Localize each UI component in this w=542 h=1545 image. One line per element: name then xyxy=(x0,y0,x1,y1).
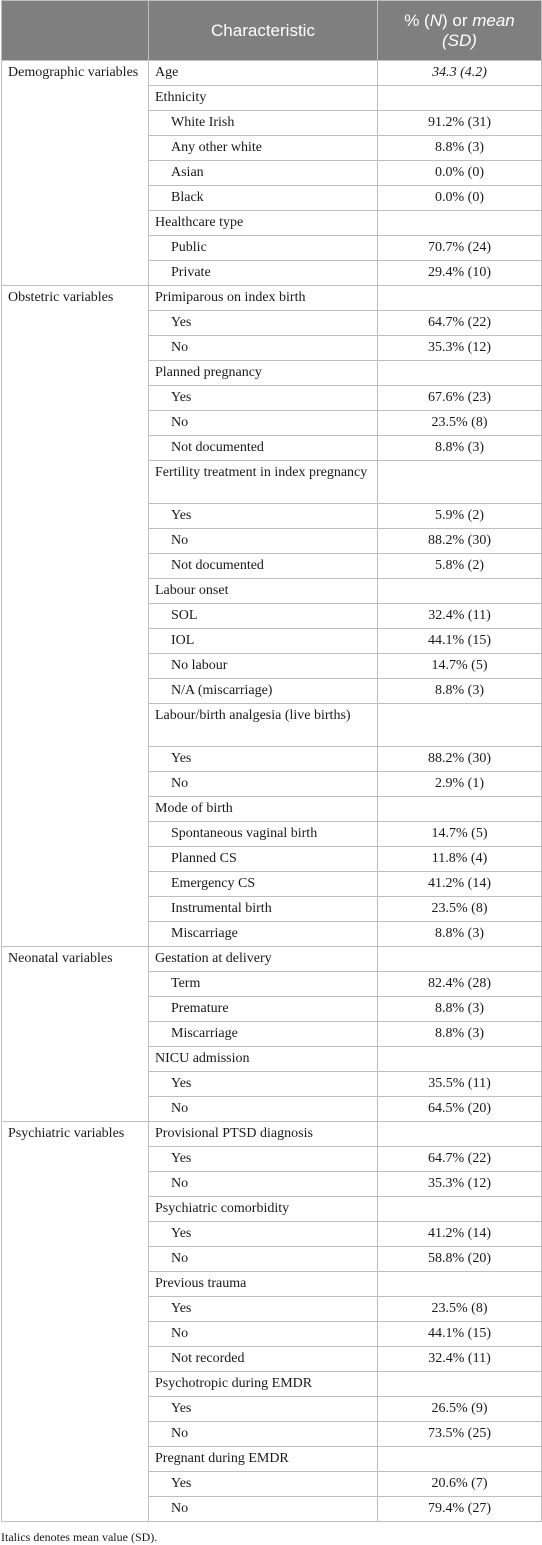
row-label: Gestation at delivery xyxy=(149,947,378,972)
row-value: 5.9% (2) xyxy=(378,504,542,529)
row-value: 23.5% (8) xyxy=(378,1297,542,1322)
row-label: Primiparous on index birth xyxy=(149,286,378,311)
header-value: % (N) or mean (SD) xyxy=(378,1,542,61)
row-label: Instrumental birth xyxy=(149,897,378,922)
row-value: 88.2% (30) xyxy=(378,747,542,772)
row-value: 14.7% (5) xyxy=(378,822,542,847)
header-blank-cell xyxy=(2,1,149,61)
row-label: Miscarriage xyxy=(149,1022,378,1047)
row-value xyxy=(378,361,542,386)
row-value: 64.7% (22) xyxy=(378,311,542,336)
row-label: No xyxy=(149,1097,378,1122)
row-label: Yes xyxy=(149,1222,378,1247)
row-label: Planned CS xyxy=(149,847,378,872)
row-value xyxy=(378,286,542,311)
row-label: Psychiatric comorbidity xyxy=(149,1197,378,1222)
row-value: 8.8% (3) xyxy=(378,997,542,1022)
row-value xyxy=(378,1447,542,1472)
row-value xyxy=(378,704,542,747)
row-label: Term xyxy=(149,972,378,997)
row-label: Not recorded xyxy=(149,1347,378,1372)
row-value: 8.8% (3) xyxy=(378,1022,542,1047)
row-value: 23.5% (8) xyxy=(378,411,542,436)
row-value: 8.8% (3) xyxy=(378,679,542,704)
row-label: Yes xyxy=(149,1072,378,1097)
row-label: Black xyxy=(149,186,378,211)
row-value: 11.8% (4) xyxy=(378,847,542,872)
row-label: Labour onset xyxy=(149,579,378,604)
row-value: 91.2% (31) xyxy=(378,111,542,136)
row-value: 35.3% (12) xyxy=(378,1172,542,1197)
row-value: 82.4% (28) xyxy=(378,972,542,997)
row-value: 79.4% (27) xyxy=(378,1497,542,1522)
row-value: 73.5% (25) xyxy=(378,1422,542,1447)
row-value xyxy=(378,1372,542,1397)
row-value: 67.6% (23) xyxy=(378,386,542,411)
table-row xyxy=(2,61,542,86)
row-label: Pregnant during EMDR xyxy=(149,1447,378,1472)
row-label: Yes xyxy=(149,1297,378,1322)
row-value: 41.2% (14) xyxy=(378,872,542,897)
row-value: 0.0% (0) xyxy=(378,186,542,211)
row-value xyxy=(378,579,542,604)
table-footnote: Italics denotes mean value (SD). xyxy=(1,1530,158,1544)
row-label: White Irish xyxy=(149,111,378,136)
row-value xyxy=(378,86,542,111)
row-label: Yes xyxy=(149,504,378,529)
row-value: 58.8% (20) xyxy=(378,1247,542,1272)
row-label: No xyxy=(149,529,378,554)
row-label: Private xyxy=(149,261,378,286)
row-value: 2.9% (1) xyxy=(378,772,542,797)
row-value: 64.5% (20) xyxy=(378,1097,542,1122)
row-value: 8.8% (3) xyxy=(378,436,542,461)
row-label: No xyxy=(149,1422,378,1447)
row-label: Any other white xyxy=(149,136,378,161)
row-label: No xyxy=(149,1322,378,1347)
row-label: NICU admission xyxy=(149,1047,378,1072)
header-characteristic: Characteristic xyxy=(149,1,378,61)
row-value: 35.5% (11) xyxy=(378,1072,542,1097)
row-value xyxy=(378,1272,542,1297)
row-label: Premature xyxy=(149,997,378,1022)
row-value: 14.7% (5) xyxy=(378,654,542,679)
row-value xyxy=(378,1197,542,1222)
row-label: Not documented xyxy=(149,436,378,461)
row-value: 44.1% (15) xyxy=(378,1322,542,1347)
row-value: 35.3% (12) xyxy=(378,336,542,361)
row-label: IOL xyxy=(149,629,378,654)
row-value: 5.8% (2) xyxy=(378,554,542,579)
row-label: Yes xyxy=(149,1147,378,1172)
row-value: 34.3 (4.2) xyxy=(378,61,542,86)
row-label: Miscarriage xyxy=(149,922,378,947)
row-value: 44.1% (15) xyxy=(378,629,542,654)
row-value: 23.5% (8) xyxy=(378,897,542,922)
row-value xyxy=(378,797,542,822)
row-value: 20.6% (7) xyxy=(378,1472,542,1497)
row-value xyxy=(378,1047,542,1072)
row-label: No xyxy=(149,772,378,797)
row-label: Yes xyxy=(149,311,378,336)
row-label: Healthcare type xyxy=(149,211,378,236)
row-label: Public xyxy=(149,236,378,261)
row-label: No xyxy=(149,1247,378,1272)
row-label: No xyxy=(149,1497,378,1522)
characteristics-table xyxy=(1,0,542,1522)
row-value: 0.0% (0) xyxy=(378,161,542,186)
row-label: No labour xyxy=(149,654,378,679)
row-label: Ethnicity xyxy=(149,86,378,111)
row-label: Labour/birth analgesia (live births) xyxy=(149,704,378,747)
row-label: Psychotropic during EMDR xyxy=(149,1372,378,1397)
row-value: 88.2% (30) xyxy=(378,529,542,554)
row-label: Mode of birth xyxy=(149,797,378,822)
row-label: N/A (miscarriage) xyxy=(149,679,378,704)
row-value: 29.4% (10) xyxy=(378,261,542,286)
row-value: 8.8% (3) xyxy=(378,922,542,947)
row-label: Planned pregnancy xyxy=(149,361,378,386)
row-label: Spontaneous vaginal birth xyxy=(149,822,378,847)
row-label: Yes xyxy=(149,386,378,411)
row-label: Yes xyxy=(149,1472,378,1497)
row-value xyxy=(378,1122,542,1147)
row-label: Emergency CS xyxy=(149,872,378,897)
row-value xyxy=(378,461,542,504)
row-value: 8.8% (3) xyxy=(378,136,542,161)
row-label: No xyxy=(149,336,378,361)
row-label: Not documented xyxy=(149,554,378,579)
table-row xyxy=(2,286,542,311)
row-value xyxy=(378,947,542,972)
table-row xyxy=(2,1122,542,1147)
row-value xyxy=(378,211,542,236)
row-label: Asian xyxy=(149,161,378,186)
group-psychiatric: Psychiatric variables xyxy=(2,1122,149,1522)
row-value: 26.5% (9) xyxy=(378,1397,542,1422)
row-label: Yes xyxy=(149,1397,378,1422)
row-label: Fertility treatment in index pregnancy xyxy=(149,461,378,504)
table-row xyxy=(2,947,542,972)
row-label: Provisional PTSD diagnosis xyxy=(149,1122,378,1147)
row-value: 32.4% (11) xyxy=(378,604,542,629)
row-value: 64.7% (22) xyxy=(378,1147,542,1172)
row-label: No xyxy=(149,411,378,436)
row-value: 32.4% (11) xyxy=(378,1347,542,1372)
group-obstetric: Obstetric variables xyxy=(2,286,149,947)
row-label: Previous trauma xyxy=(149,1272,378,1297)
row-value: 70.7% (24) xyxy=(378,236,542,261)
row-value: 41.2% (14) xyxy=(378,1222,542,1247)
row-label: No xyxy=(149,1172,378,1197)
row-label: Age xyxy=(149,61,378,86)
row-label: Yes xyxy=(149,747,378,772)
row-label: SOL xyxy=(149,604,378,629)
header-row xyxy=(2,1,542,61)
group-demographic: Demographic variables xyxy=(2,61,149,286)
group-neonatal: Neonatal variables xyxy=(2,947,149,1122)
